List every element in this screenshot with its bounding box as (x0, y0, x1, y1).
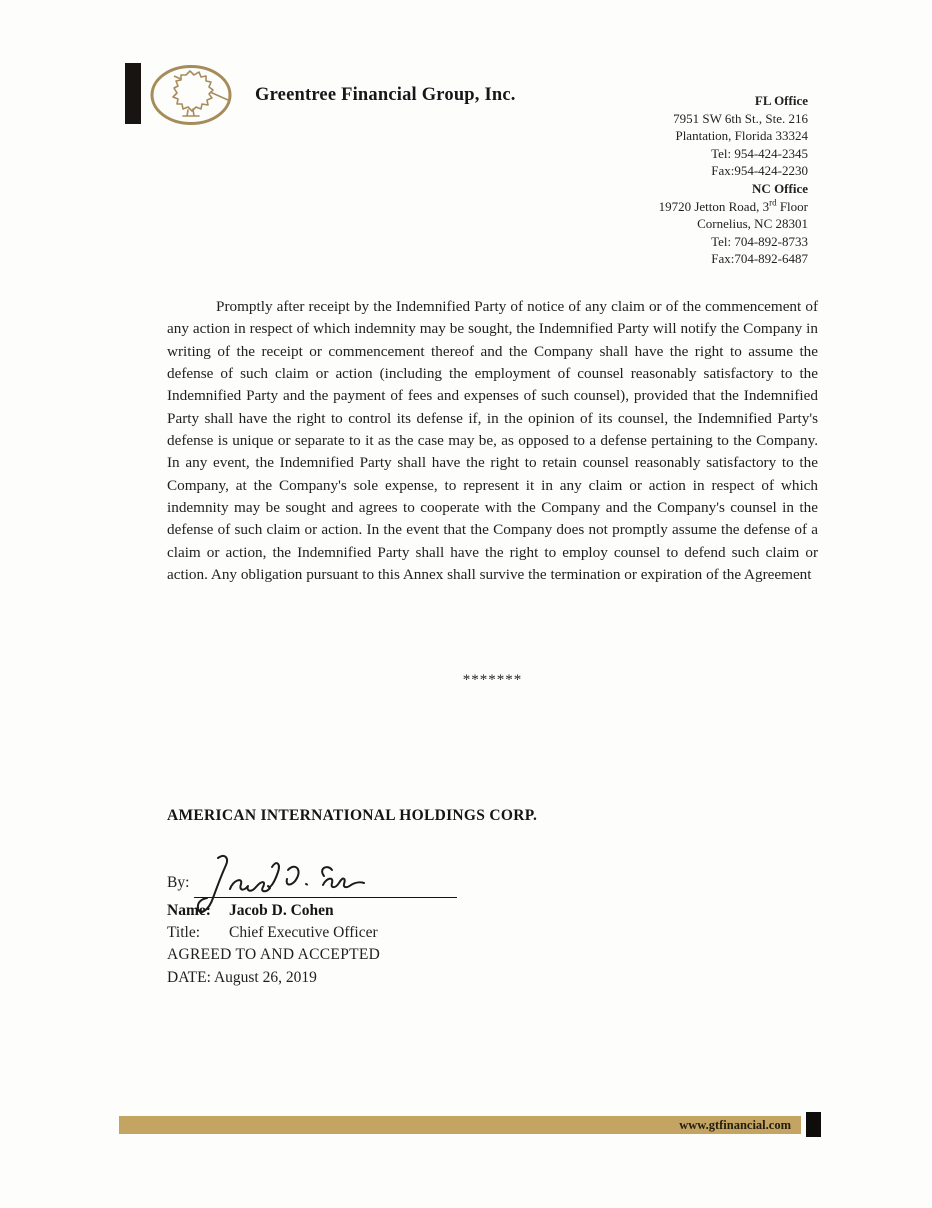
fl-office-address-2: Plantation, Florida 33324 (675, 128, 808, 144)
nc-office-block (659, 180, 808, 268)
indemnity-paragraph: Promptly after receipt by the Indemnified Party of notice of any claim or of the commencement of any action in respect of which indemnity may be sought, the Indemnified Party will notify the Company in writing of the receipt or commencement thereof and the Company shall have the right to assume the defense of such claim or action (including the employment of counsel reasonably satisfactory to the Indemnified Party and the payment of fees and expenses of such counsel), provided that the Indemnified Party shall have the right to control its defense if, in the opinion of its counsel, the Indemnified Party's defense is unique or separate to it as the case may be, as opposed to a defense pertaining to the Company. In any event, the Indemnified Party shall have the right to retain counsel reasonably satisfactory to the Company, at the Company's sole expense, to represent it in any claim or action in respect of which indemnity may be sought and agrees to cooperate with the Company and the Company's counsel in the defense of such claim or action. In the event that the Company does not promptly assume the defense of a claim or action, the Indemnified Party shall have the right to employ counsel to defend such claim or action. Any obligation pursuant to this Annex shall survive the termination or expiration of the Agreement (167, 298, 818, 584)
nc-office-fax: Fax:704-892-6487 (711, 251, 808, 267)
agreed-line: AGREED TO AND ACCEPTED (167, 946, 381, 963)
handwritten-signature-icon (188, 853, 366, 925)
title-label: Title: (167, 924, 201, 941)
date-label: DATE: (167, 969, 211, 986)
footer-accent-square (806, 1112, 821, 1137)
date-value: August 26, 2019 (213, 969, 317, 986)
header-accent-bar (125, 63, 141, 124)
signatory-company-name: AMERICAN INTERNATIONAL HOLDINGS CORP. (167, 807, 538, 824)
by-label: By: (167, 874, 190, 891)
title-line (167, 924, 378, 942)
greentree-logo-icon (149, 64, 233, 126)
footer-bar (119, 1116, 801, 1134)
asterisk-separator: ******* (462, 672, 523, 688)
by-line (167, 874, 189, 892)
fl-office-tel: Tel: 954-424-2345 (711, 145, 808, 161)
name-value: Jacob D. Cohen (229, 902, 334, 919)
nc-office-title: NC Office (752, 181, 808, 196)
fl-office-address-1: 7951 SW 6th St., Ste. 216 (673, 110, 808, 126)
name-label: Name: (167, 902, 211, 919)
footer-website: www.gtfinancial.com (679, 1118, 791, 1132)
date-line (167, 969, 317, 987)
nc-office-tel: Tel: 704-892-8733 (711, 233, 808, 249)
title-value: Chief Executive Officer (229, 924, 378, 941)
fl-office-fax: Fax:954-424-2230 (711, 163, 808, 179)
fl-office-block (673, 92, 808, 180)
ordinal-suffix: rd (769, 197, 777, 208)
nc-office-address-1: 19720 Jetton Road, 3rd Floor (658, 197, 808, 214)
nc-office-address-2: Cornelius, NC 28301 (697, 216, 808, 232)
company-name: Greentree Financial Group, Inc. (255, 85, 516, 105)
fl-office-title: FL Office (754, 93, 808, 108)
